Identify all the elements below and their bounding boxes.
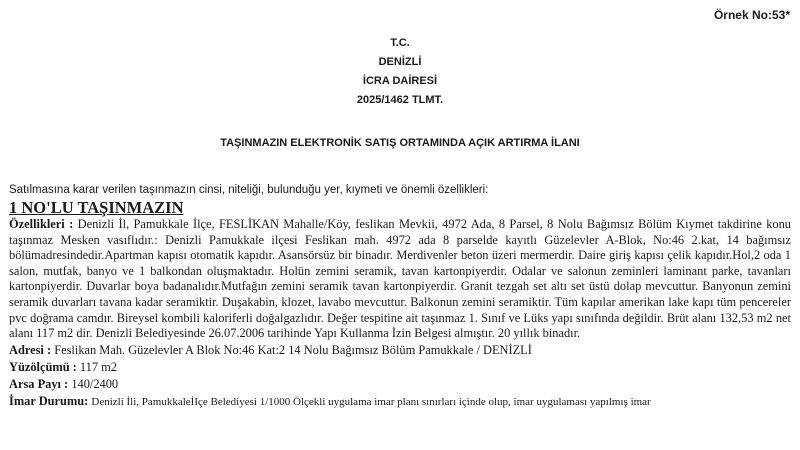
- land-share-label: Arsa Payı :: [9, 376, 69, 391]
- properties-paragraph: [9, 217, 791, 342]
- area-value: 117 m2: [79, 359, 117, 374]
- zoning-label: İmar Durumu:: [9, 393, 89, 408]
- header-line-file-number: 2025/1462 TLMT.: [356, 94, 444, 106]
- zoning-row: [9, 393, 791, 411]
- header-line-tc: T.C.: [390, 37, 410, 49]
- address-row: [9, 342, 791, 359]
- document-body: [9, 183, 791, 411]
- section-title: 1 NO'LU TAŞINMAZIN: [9, 198, 184, 217]
- properties-label: Özellikleri :: [9, 217, 74, 231]
- properties-text: Denizli İl, Pamukkale İlçe, FESLİKAN Mahalle/Köy, feslikan Mevkii, 4972 Ada, 8 Parsel, 8 Nolu Bağımsız Bölüm Kıymet takdirine konu taşınmaz Mesken vasıflıdır.: Denizli Pamukkale ilçesi Feslikan mah. 4972 ada 8 parselde kayıtlı Güzelevler A-Blok, No:46 2.kat, 14 bağımsız bölümadresindedir.Apartman kapısı otomatik kapıdır. Asansörsüz bir binadır. Merdivenler beton üzeri mermerdir. Daire giriş kapısı çelik kapıdır.Hol,2 oda 1 salon, mutfak, banyo ve 1 balkondan oluşmaktadır. Holün zemini seramik, tavan kartonpiyerdir. Odalar ve salonun zeminleri laminant parke, tavanları kartonpiyerdir. Duvarlar boya badanalıdır.Mutfağın zemini seramik tavan kartonpiyerdir. Granit tezgah set altı set üstü dolap mevcuttur. Banyonun zemini seramik duvarları tavana kadar seramiktir. Duşakabin, klozet, lavabo mevcuttur. Balkonun zemini seramiktir. Tüm kapılar amerikan lake kapı tüm pencereler pvc doğrama camdır. Bireysel kombili kaloriferli doğalgazlıdır. Değer tespitine ait taşınmaz 1. Sınıf ve Lüks yapı sınıfında değildir. Brüt alanı 132,53 m2 net alanı 117 m2 dir. Denizli Belediyesinde 26.07.2006 tarihinde Yapı Kullanma İzin Belgesi almıştır. 20 yıllık binadır.: [9, 217, 791, 341]
- area-label: Yüzölçümü :: [9, 359, 77, 374]
- document-header: [0, 34, 800, 110]
- land-share-row: [9, 376, 791, 393]
- area-row: [9, 359, 791, 376]
- header-line-office: İCRA DAİRESİ: [362, 75, 438, 87]
- address-label: Adresi :: [9, 342, 52, 357]
- zoning-value: Denizli İli, PamukkaleİIçe Belediyesi 1/1000 Ölçekli uygulama imar planı sınırları içinde olup, imar uygulaması yapılmış imar: [91, 395, 651, 408]
- address-value: Feslikan Mah. Güzelevler A Blok No:46 Kat:2 14 Nolu Bağımsız Bölüm Pamukkale / DENİZLİ: [54, 342, 532, 357]
- announcement-title: TAŞINMAZIN ELEKTRONİK SATIŞ ORTAMINDA AÇIK ARTIRMA İLANI: [220, 137, 580, 149]
- land-share-value: 140/2400: [71, 376, 119, 391]
- header-line-city: DENİZLİ: [378, 56, 422, 68]
- example-number: Örnek No:53*: [713, 8, 790, 22]
- intro-text: Satılmasına karar verilen taşınmazın cinsi, niteliği, bulunduğu yer, kıymeti ve önemli özellikleri:: [9, 184, 489, 196]
